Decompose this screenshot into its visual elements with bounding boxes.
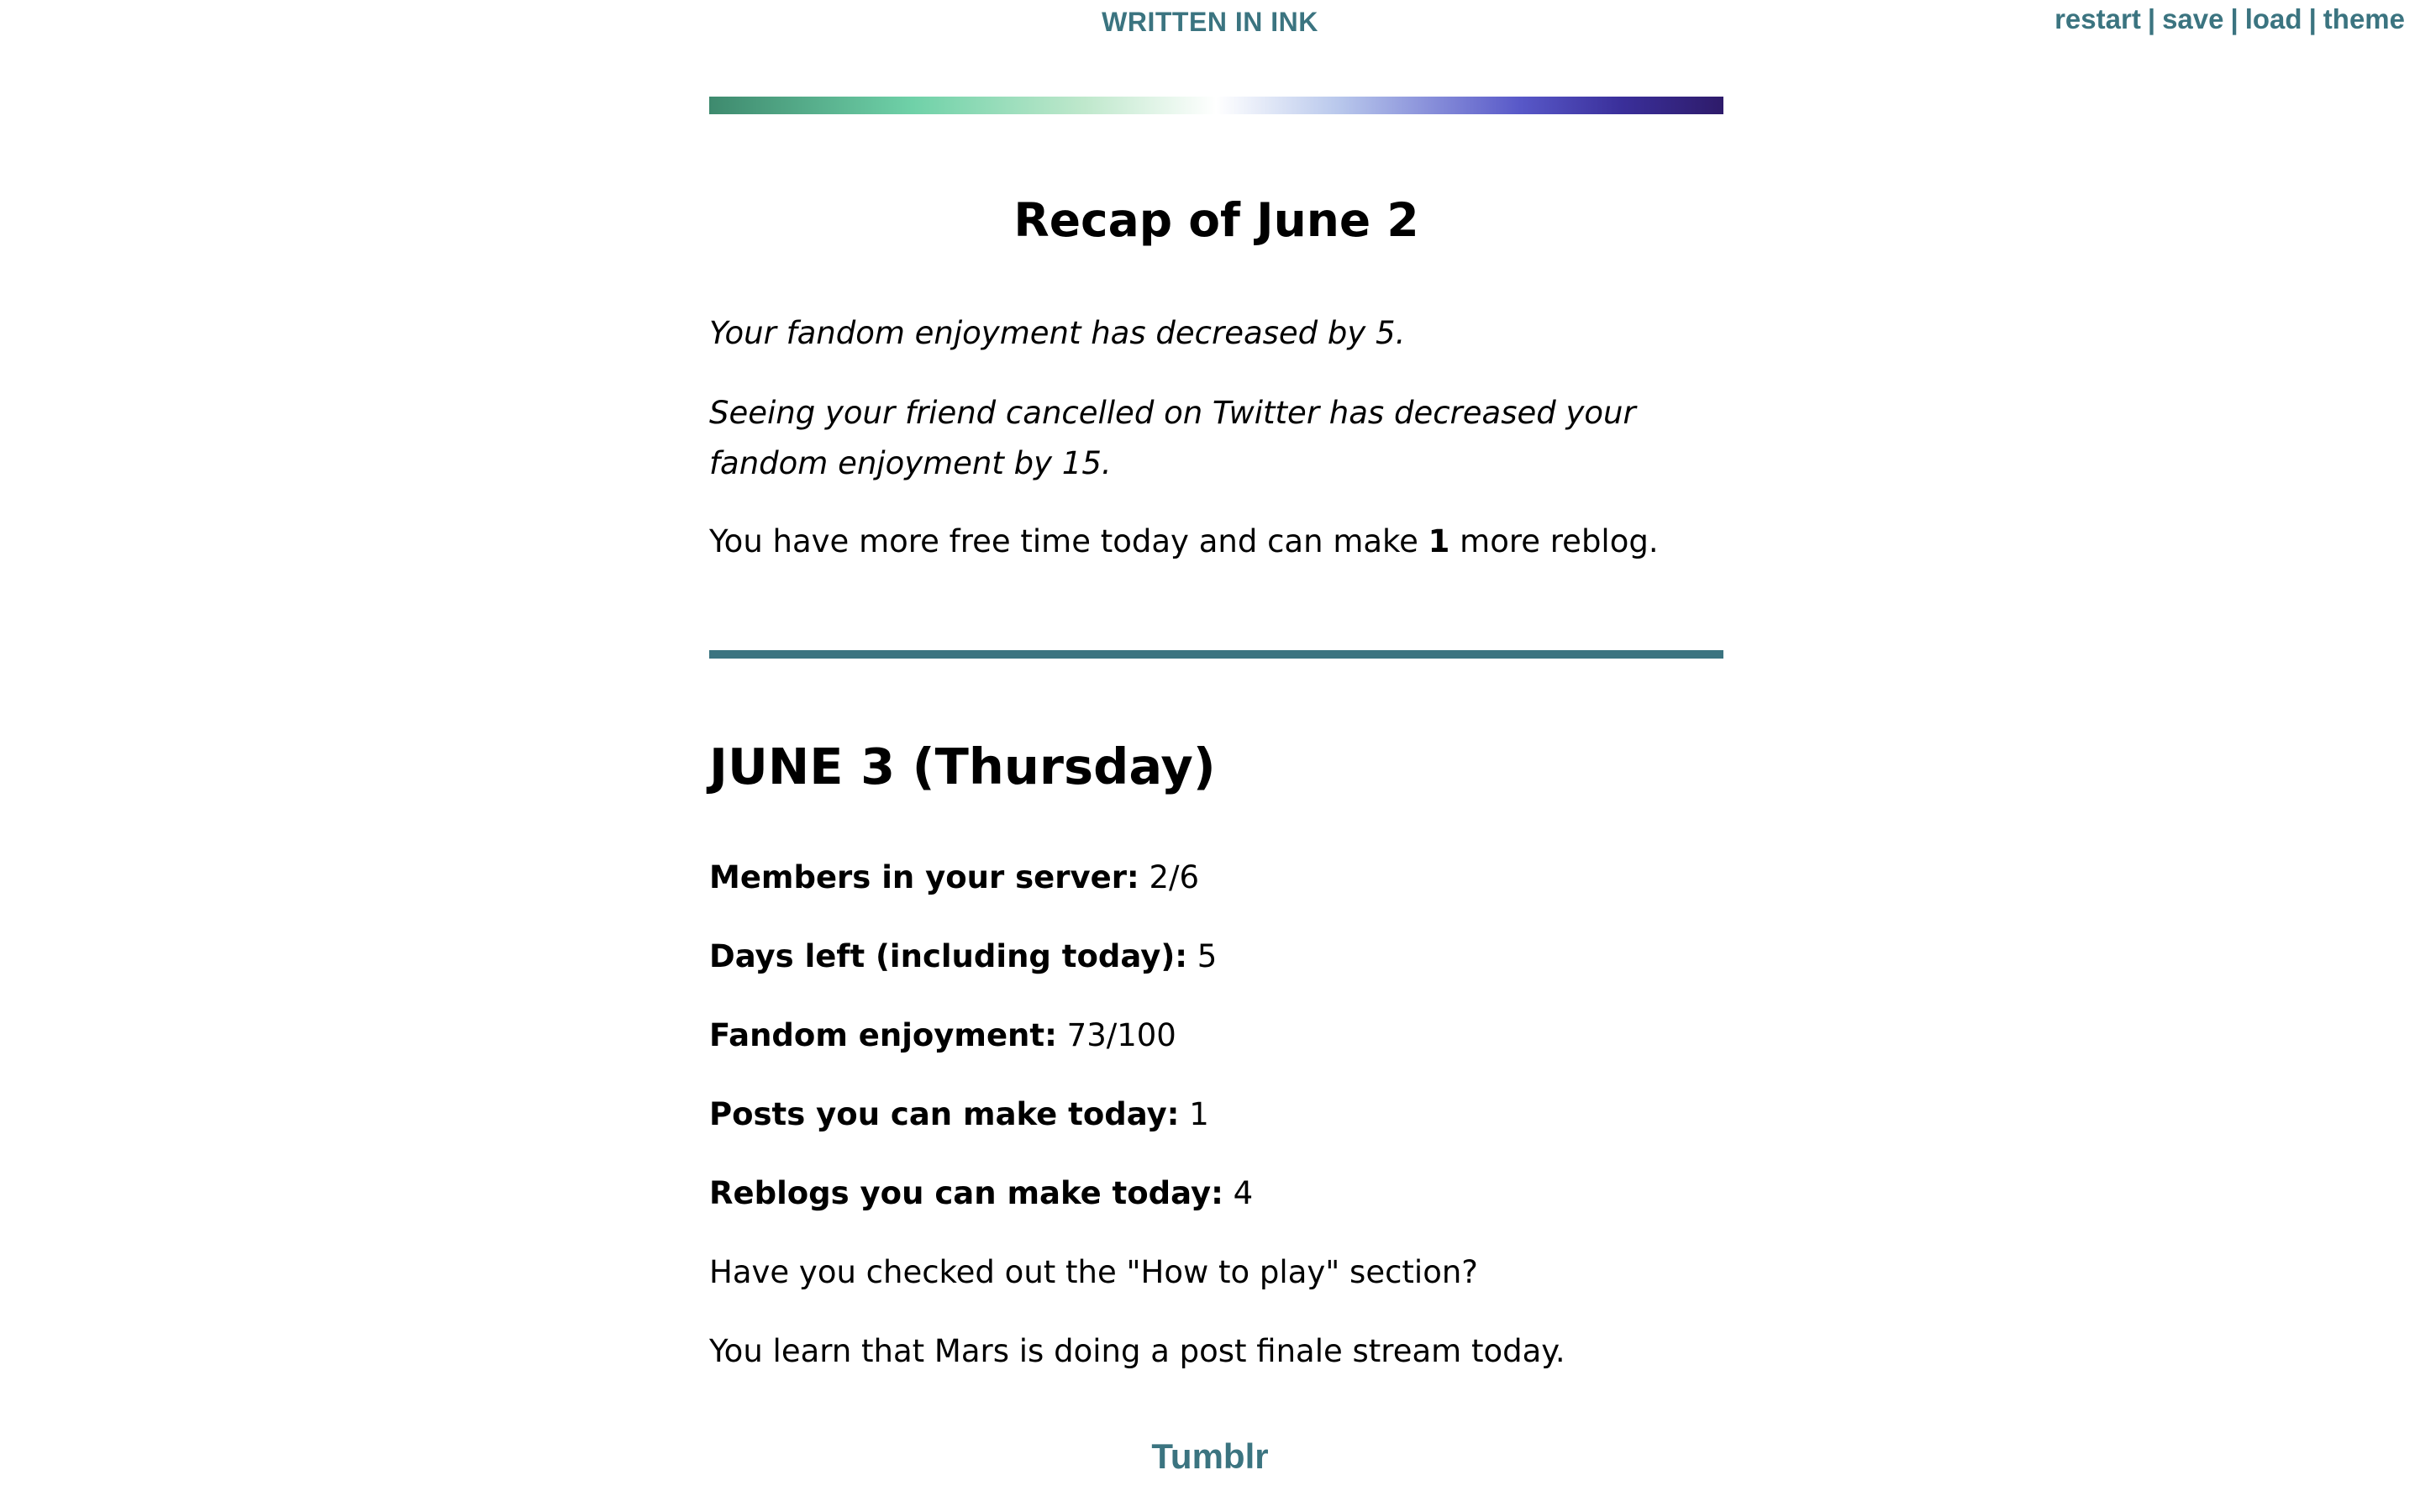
stat-value: 4	[1223, 1175, 1254, 1211]
recap-reblog-count: 1	[1428, 523, 1450, 559]
recap-line-3	[709, 517, 1723, 567]
recap-line-1: Your fandom enjoyment has decreased by 5.	[709, 315, 1406, 351]
stat-label: Reblogs you can make today:	[709, 1175, 1223, 1211]
stat-value: 1	[1179, 1096, 1209, 1132]
stat-label: Fandom enjoyment:	[709, 1017, 1057, 1053]
menu-separator: |	[2230, 3, 2238, 34]
theme-link[interactable]: theme	[2323, 3, 2405, 34]
recap-title: Recap of June 2	[1013, 193, 1419, 247]
recap-line-2: Seeing your friend cancelled on Twitter has decreased your fandom enjoyment by 15.	[709, 395, 1636, 481]
recap-line-3-prefix: You have more free time today and can make	[709, 523, 1428, 559]
stat-posts	[709, 1089, 1723, 1140]
menu-separator: |	[2147, 3, 2156, 34]
save-link[interactable]: save	[2162, 3, 2224, 34]
load-link[interactable]: load	[2244, 3, 2302, 34]
story-title: WRITTEN IN INK	[1102, 7, 1318, 37]
recap-line-3-suffix: more reblog.	[1449, 523, 1659, 559]
section-divider	[709, 650, 1723, 659]
header-menu	[2054, 3, 2405, 35]
day-title: JUNE 3 (Thursday)	[709, 738, 1216, 795]
stat-label: Posts you can make today:	[709, 1096, 1180, 1132]
event-text: You learn that Mars is doing a post finale stream today.	[709, 1333, 1565, 1369]
tumblr-choice-link[interactable]: Tumblr	[1151, 1436, 1269, 1476]
restart-link[interactable]: restart	[2054, 3, 2141, 34]
gradient-divider	[709, 97, 1723, 114]
stat-days-left	[709, 932, 1723, 982]
stat-label: Members in your server:	[709, 859, 1139, 895]
stat-value: 5	[1187, 938, 1218, 974]
stat-label: Days left (including today):	[709, 938, 1188, 974]
stat-value: 2/6	[1139, 859, 1200, 895]
stat-members	[709, 853, 1723, 903]
how-to-play-hint: Have you checked out the "How to play" section?	[709, 1254, 1478, 1290]
stat-value: 73/100	[1056, 1017, 1176, 1053]
stat-reblogs	[709, 1168, 1723, 1219]
menu-separator: |	[2308, 3, 2317, 34]
stat-fandom-enjoyment	[709, 1011, 1723, 1061]
